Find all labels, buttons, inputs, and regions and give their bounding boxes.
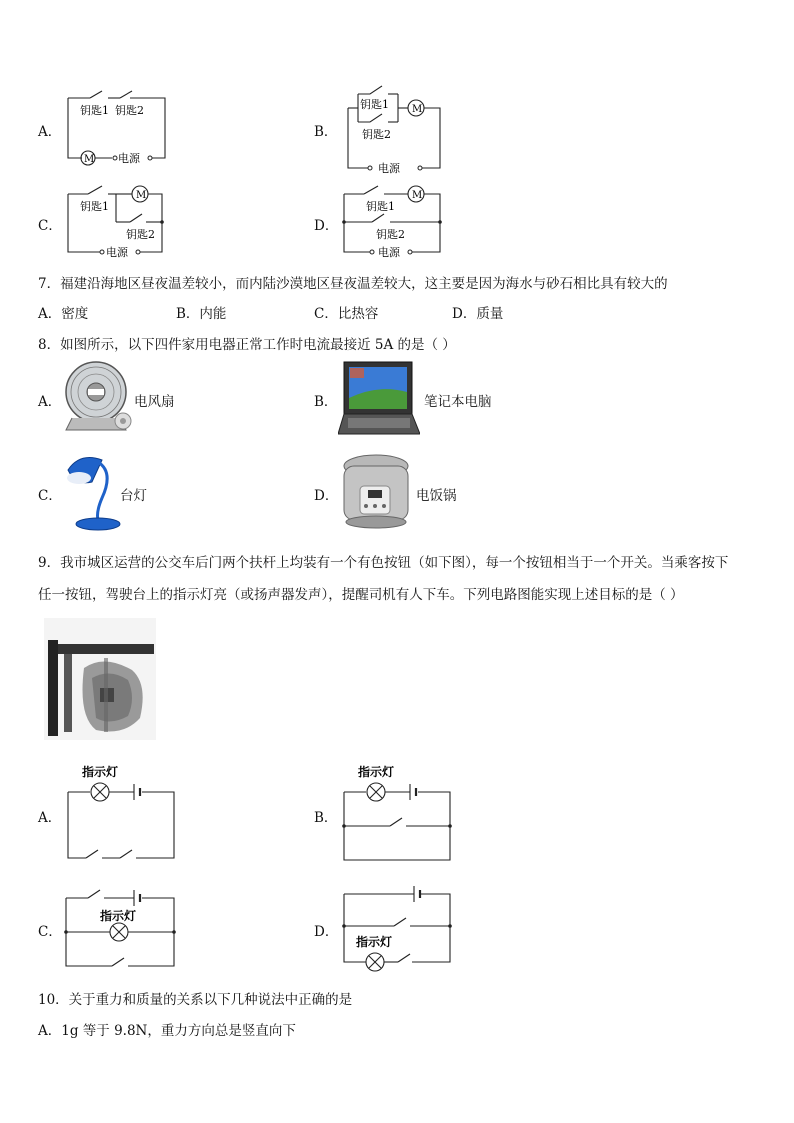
q9-option-b-letter[interactable]: B． (314, 810, 338, 826)
q9-option-d-letter[interactable]: D． (314, 924, 339, 940)
q7-option-a[interactable]: A．密度 (38, 306, 89, 322)
q9-stem-line1: 9．我市城区运营的公交车后门两个扶杆上均装有一个有色按钮（如下图），每一个按钮相当于一个开关。当乘客按下 (38, 555, 729, 571)
q6-option-a-letter: A． (38, 124, 62, 140)
svg-text:钥匙1: 钥匙1 (360, 98, 389, 111)
svg-text:电源: 电源 (118, 152, 140, 165)
q8-option-b-text: 笔记本电脑 (424, 394, 492, 410)
svg-text:M: M (412, 190, 423, 201)
q9-option-b-circuit (338, 762, 458, 866)
q6-option-a-circuit (60, 88, 175, 168)
q7-option-c[interactable]: C．比热容 (314, 306, 379, 322)
q10-option-a[interactable]: A．1g 等于 9.8N，重力方向总是竖直向下 (38, 1023, 296, 1039)
q9-stem-line2: 任一按钮，驾驶台上的指示灯亮（或扬声器发声），提醒司机有人下车。下列电路图能实现上述目标的是（ ） (38, 587, 684, 603)
desk-lamp-image (62, 452, 122, 532)
q8-option-a-text: 电风扇 (134, 394, 175, 410)
svg-text:钥匙2: 钥匙2 (126, 228, 155, 241)
fan-remote-icon (112, 410, 134, 432)
q6-option-c-letter: C． (38, 218, 62, 234)
q8-option-c-text: 台灯 (120, 488, 147, 504)
q8-option-d-letter[interactable]: D． (314, 488, 339, 504)
svg-text:电源: 电源 (378, 246, 400, 259)
lamp-label: 指示灯 (82, 765, 119, 779)
svg-text:指示灯: 指示灯 (358, 765, 395, 779)
q7-option-d[interactable]: D．质量 (452, 306, 504, 322)
laptop-image (338, 360, 420, 438)
q9-option-d-circuit (338, 880, 458, 976)
svg-text:指示灯: 指示灯 (356, 935, 393, 949)
q6-option-d-letter: D． (314, 218, 339, 234)
svg-text:M: M (136, 190, 147, 201)
q6-option-b-circuit (340, 80, 450, 178)
q7-option-b[interactable]: B．内能 (176, 306, 227, 322)
q8-option-a-letter[interactable]: A． (38, 394, 62, 410)
svg-text:指示灯: 指示灯 (100, 909, 137, 923)
q6-option-c-circuit (60, 180, 175, 262)
svg-text:电源: 电源 (106, 246, 128, 259)
q10-stem: 10．关于重力和质量的关系以下几种说法中正确的是 (38, 992, 353, 1008)
svg-text:M: M (412, 104, 423, 115)
motor-symbol: M (84, 154, 95, 165)
q8-stem: 8．如图所示，以下四件家用电器正常工作时电流最接近 5A 的是（ ） (38, 337, 456, 353)
q9-option-c-letter[interactable]: C． (38, 924, 62, 940)
q6-option-d-circuit (336, 180, 448, 264)
bus-button-photo (44, 618, 156, 740)
svg-text:钥匙1: 钥匙1 (80, 104, 109, 117)
q9-option-c-circuit (62, 884, 182, 970)
svg-text:钥匙2: 钥匙2 (362, 128, 391, 141)
svg-text:钥匙2: 钥匙2 (115, 104, 144, 117)
svg-text:电源: 电源 (378, 162, 400, 175)
q8-option-b-letter[interactable]: B． (314, 394, 338, 410)
svg-text:钥匙2: 钥匙2 (376, 228, 405, 241)
q8-option-d-text: 电饭锅 (416, 488, 457, 504)
svg-text:钥匙1: 钥匙1 (80, 200, 109, 213)
q9-option-a-circuit (62, 762, 182, 866)
q8-option-c-letter[interactable]: C． (38, 488, 62, 504)
q6-option-b-letter: B． (314, 124, 338, 140)
q7-stem: 7．福建沿海地区昼夜温差较小，而内陆沙漠地区昼夜温差较大，这主要是因为海水与砂石相比具有较大的 (38, 276, 668, 292)
rice-cooker-image (340, 452, 412, 532)
q9-option-a-letter[interactable]: A． (38, 810, 62, 826)
svg-text:钥匙1: 钥匙1 (366, 200, 395, 213)
